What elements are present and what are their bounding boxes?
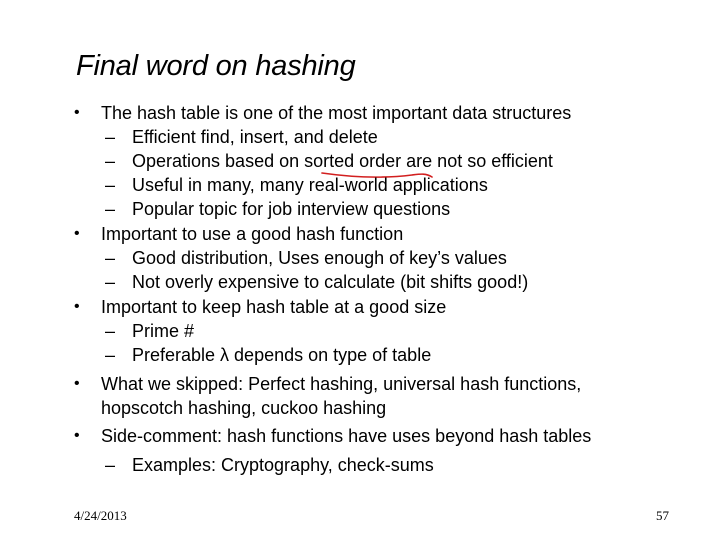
dash-marker: –: [105, 248, 116, 268]
bullet-marker: •: [74, 298, 80, 315]
sub-bullet-text: Useful in many, many real-world applications: [132, 175, 488, 195]
bullet-text: Side-comment: hash functions have uses beyond hash tables: [101, 426, 592, 446]
sub-bullet-text: Popular topic for job interview questions: [132, 199, 451, 219]
dash-marker: –: [105, 127, 116, 147]
sub-bullet-text: Preferable λ depends on type of table: [132, 345, 432, 365]
bullet-marker: •: [74, 427, 80, 444]
bullet-text: Important to use a good hash function: [101, 224, 404, 244]
dash-marker: –: [105, 151, 116, 171]
bullet-text-continuation: hopscotch hashing, cuckoo hashing: [101, 398, 387, 418]
sub-bullet-text: Examples: Cryptography, check-sums: [132, 455, 434, 475]
bullet-text: What we skipped: Perfect hashing, universal hash functions,: [101, 374, 582, 394]
footer-date: 4/24/2013: [74, 508, 127, 523]
dash-marker: –: [105, 199, 116, 219]
bullet-text: The hash table is one of the most important data structures: [101, 103, 572, 123]
bullet-marker: •: [74, 375, 80, 392]
sub-bullet-text: Efficient find, insert, and delete: [132, 127, 378, 147]
sub-bullet-text: Operations based on sorted order are not so efficient: [132, 151, 553, 171]
page-number: 57: [656, 508, 669, 523]
dash-marker: –: [105, 175, 116, 195]
bullet-marker: •: [74, 225, 80, 242]
sub-bullet-text: Not overly expensive to calculate (bit shifts good!): [132, 272, 529, 292]
slide-title: Final word on hashing: [76, 50, 356, 82]
dash-marker: –: [105, 272, 116, 292]
dash-marker: –: [105, 345, 116, 365]
dash-marker: –: [105, 321, 116, 341]
dash-marker: –: [105, 455, 116, 475]
sub-bullet-text: Good distribution, Uses enough of key’s values: [132, 248, 507, 268]
bullet-text: Important to keep hash table at a good size: [101, 297, 447, 317]
bullet-marker: •: [74, 104, 80, 121]
sub-bullet-text: Prime #: [132, 321, 195, 341]
